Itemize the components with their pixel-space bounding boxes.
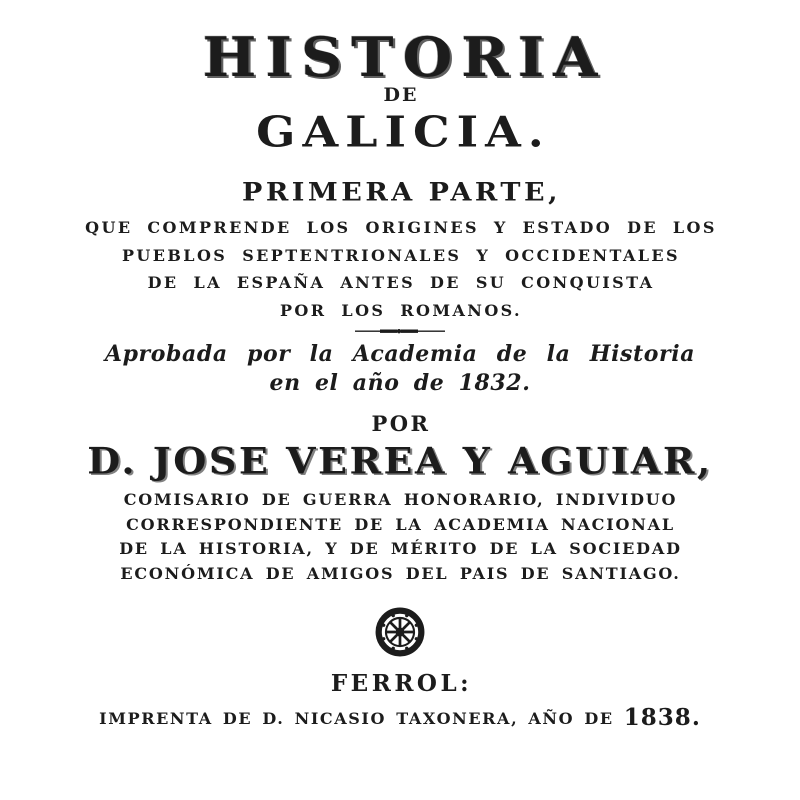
imprint-text: IMPRENTA DE D. NICASIO TAXONERA, AÑO DE	[99, 709, 624, 728]
approval-year-line: en el año de 1832.	[269, 369, 531, 396]
printer-rosette-ornament	[0, 605, 800, 658]
part-heading: PRIMERA PARTE,	[242, 177, 561, 208]
approval-note	[0, 340, 800, 397]
imprint-period: .	[691, 704, 701, 731]
author-titles	[0, 488, 800, 586]
author-title-line: COMISARIO DE GUERRA HONORARIO, INDIVIDUO	[123, 490, 678, 509]
part-description-line: DE LA ESPAÑA ANTES DE SU CONQUISTA	[147, 273, 655, 292]
tapered-rule-ornament	[0, 326, 800, 335]
title-subject: GALICIA.	[256, 107, 551, 157]
imprint-year: 1838	[623, 704, 692, 731]
book-title: HISTORIA	[202, 25, 607, 90]
part-description-line: POR LOS ROMANOS.	[279, 300, 523, 320]
byline-por: POR	[371, 411, 431, 436]
approval-line: Aprobada por la Academia de la Historia	[104, 341, 696, 367]
imprint-city: FERROL:	[330, 670, 473, 697]
author-title-line: DE LA HISTORIA, Y DE MÉRITO DE LA SOCIEDAD	[119, 539, 682, 559]
author-name: D. JOSE VEREA Y AGUIAR,	[87, 439, 713, 482]
title-connector: DE	[383, 84, 419, 106]
imprint-line	[0, 704, 800, 731]
part-description-line: QUE COMPRENDE LOS ORIGINES Y ESTADO DE LOS	[85, 218, 717, 237]
part-description-line: PUEBLOS SEPTENTRIONALES Y OCCIDENTALES	[122, 245, 680, 265]
author-title-line: ECONÓMICA DE AMIGOS DEL PAIS DE SANTIAGO.	[120, 563, 681, 583]
author-title-line: CORRESPONDIENTE DE LA ACADEMIA NACIONAL	[126, 514, 675, 534]
part-description	[0, 214, 800, 324]
